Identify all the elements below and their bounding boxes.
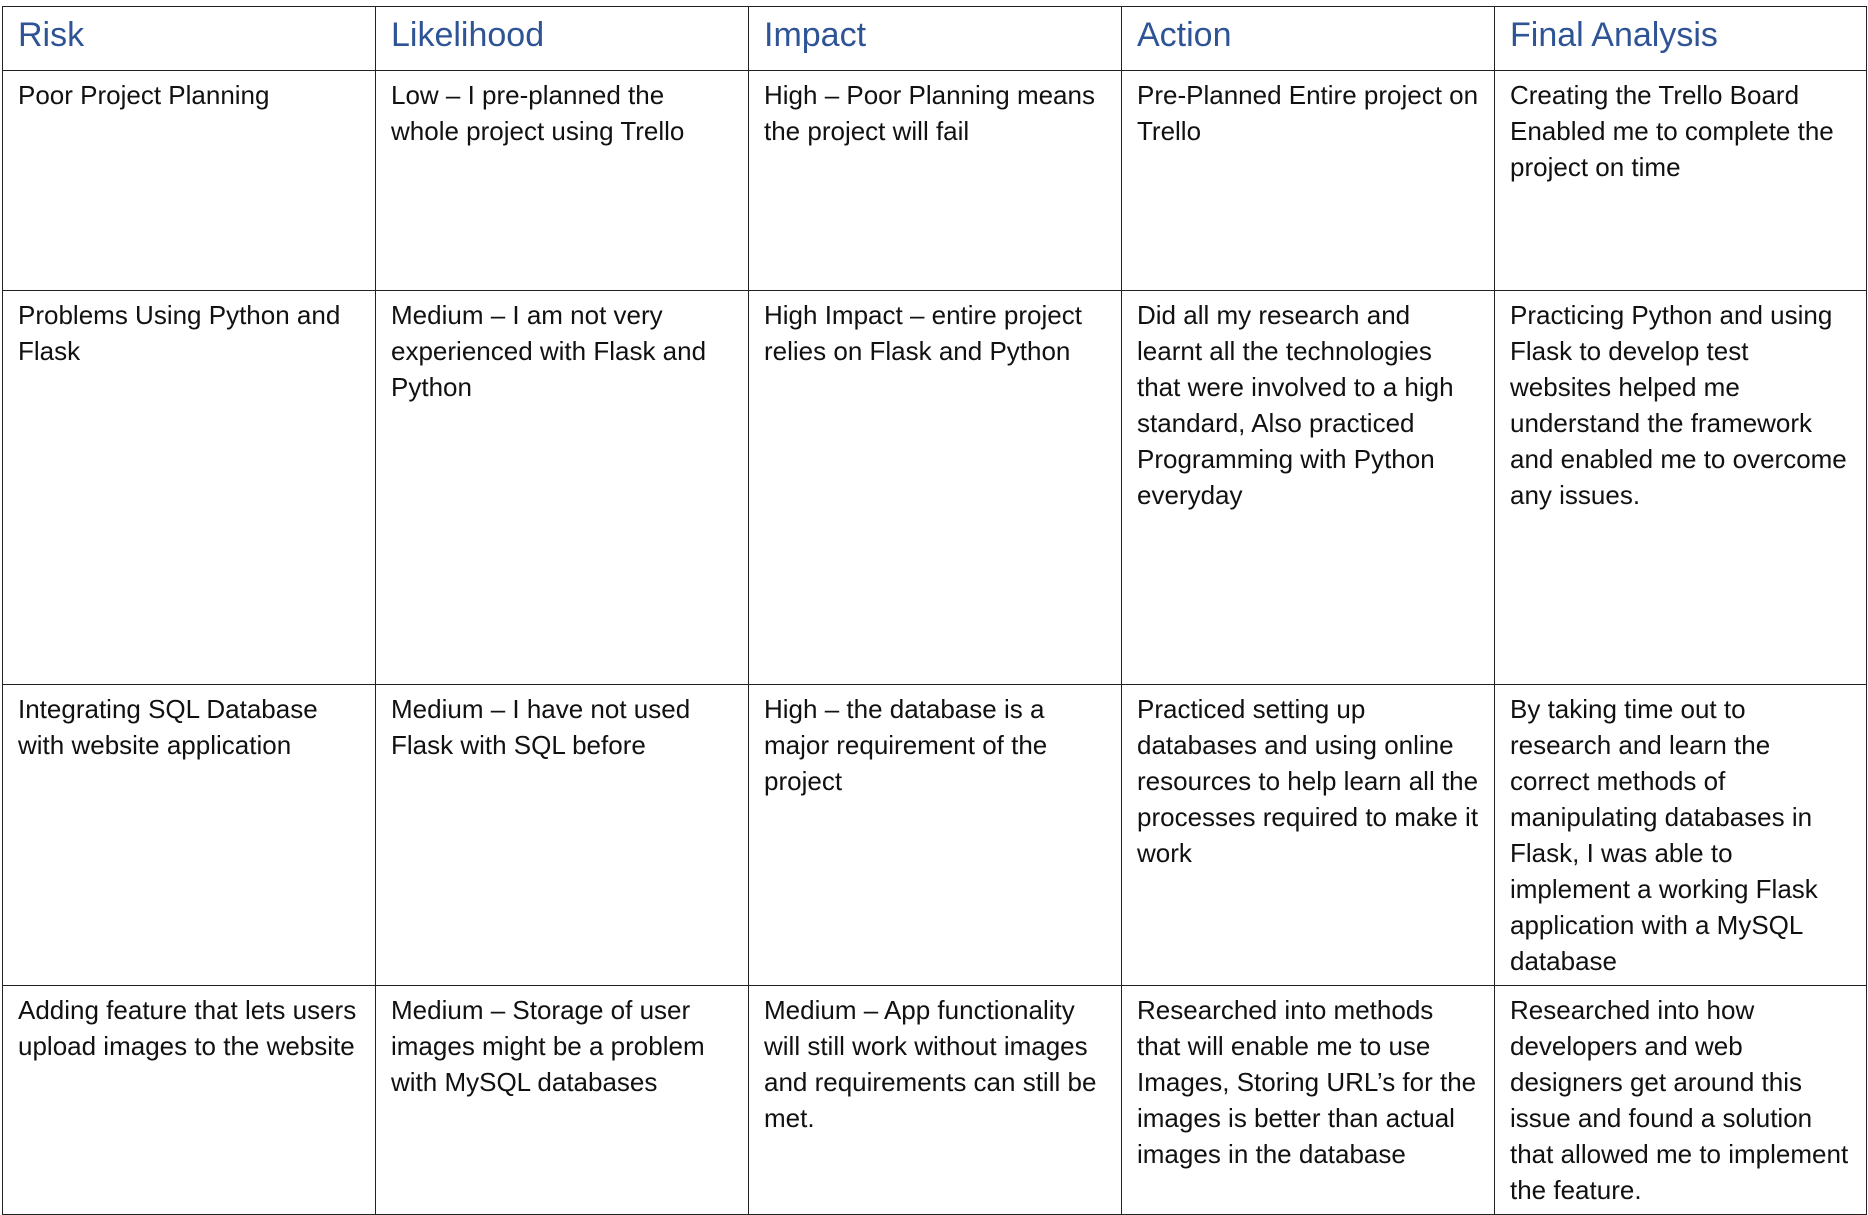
cell-impact: High Impact – entire project relies on Flask and Python <box>749 291 1122 685</box>
cell-final-analysis: Researched into how developers and web designers get around this issue and found a solution that allowed me to implement the feature. <box>1495 986 1867 1215</box>
cell-likelihood: Medium – Storage of user images might be a problem with MySQL databases <box>376 986 749 1215</box>
cell-likelihood: Medium – I am not very experienced with Flask and Python <box>376 291 749 685</box>
cell-final-analysis: By taking time out to research and learn the correct methods of manipulating databases in Flask, I was able to implement a working Flask application with a MySQL database <box>1495 685 1867 986</box>
cell-action: Practiced setting up databases and using online resources to help learn all the processes required to make it work <box>1122 685 1495 986</box>
document-page <box>2 6 1866 1205</box>
header-risk: Risk <box>3 7 376 71</box>
header-impact: Impact <box>749 7 1122 71</box>
cell-final-analysis: Creating the Trello Board Enabled me to complete the project on time <box>1495 71 1867 291</box>
table-row <box>3 986 1867 1215</box>
cell-risk: Adding feature that lets users upload images to the website <box>3 986 376 1215</box>
cell-final-analysis: Practicing Python and using Flask to develop test websites helped me understand the framework and enabled me to overcome any issues. <box>1495 291 1867 685</box>
header-likelihood: Likelihood <box>376 7 749 71</box>
table-row <box>3 291 1867 685</box>
cell-risk: Problems Using Python and Flask <box>3 291 376 685</box>
cell-likelihood: Low – I pre-planned the whole project using Trello <box>376 71 749 291</box>
cell-action: Researched into methods that will enable me to use Images, Storing URL’s for the images is better than actual images in the database <box>1122 986 1495 1215</box>
table-header-row <box>3 7 1867 71</box>
cell-action: Pre-Planned Entire project on Trello <box>1122 71 1495 291</box>
cell-impact: High – the database is a major requirement of the project <box>749 685 1122 986</box>
cell-impact: High – Poor Planning means the project will fail <box>749 71 1122 291</box>
cell-risk: Integrating SQL Database with website application <box>3 685 376 986</box>
table-row <box>3 685 1867 986</box>
cell-impact: Medium – App functionality will still work without images and requirements can still be met. <box>749 986 1122 1215</box>
risk-analysis-table <box>2 6 1867 1215</box>
cell-action: Did all my research and learnt all the technologies that were involved to a high standard, Also practiced Programming with Python everyday <box>1122 291 1495 685</box>
header-final-analysis: Final Analysis <box>1495 7 1867 71</box>
cell-risk: Poor Project Planning <box>3 71 376 291</box>
header-action: Action <box>1122 7 1495 71</box>
cell-likelihood: Medium – I have not used Flask with SQL before <box>376 685 749 986</box>
table-row <box>3 71 1867 291</box>
